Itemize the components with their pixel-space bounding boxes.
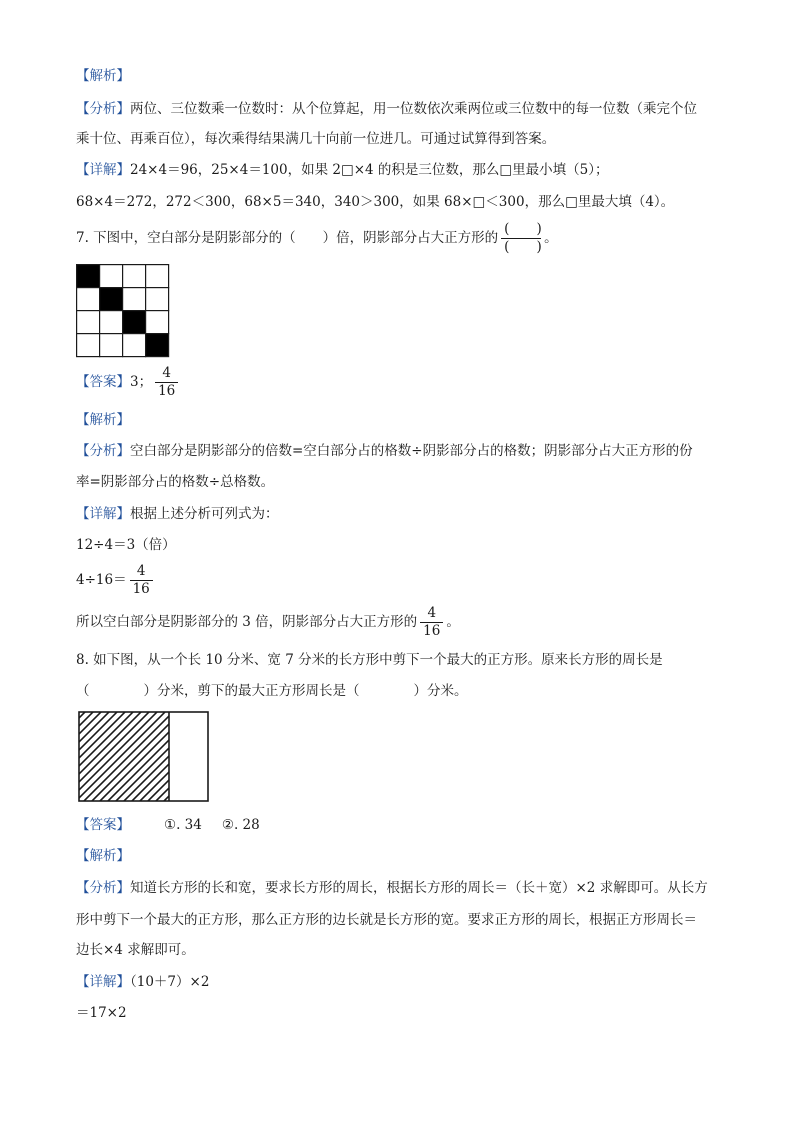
calc-text: 12÷4＝3（倍） bbox=[76, 537, 176, 553]
fenxi-text: 两位、三位数乘一位数时：从个位算起，用一位数依次乘两位或三位数中的每一位数（乘完个位 bbox=[130, 101, 697, 117]
conclusion-fraction bbox=[420, 606, 443, 639]
grid-cell bbox=[77, 334, 100, 357]
answer-text: 3； bbox=[130, 374, 153, 390]
fraction-numerator: 4 bbox=[136, 563, 146, 579]
calc-text: ＝17×2 bbox=[76, 1005, 127, 1021]
calc-text: （10＋7）×2 bbox=[130, 974, 210, 990]
jiexi-heading-3 bbox=[76, 846, 130, 866]
answer-tag: 【答案】 bbox=[76, 374, 130, 390]
xiangjie-text: 68×4＝272，272＜300，68×5＝340，340＞300，如果 68×□＜300，那么□里最大填（4）。 bbox=[76, 194, 675, 210]
xiangjie-tag: 【详解】 bbox=[76, 162, 130, 178]
grid-figure bbox=[76, 264, 172, 358]
blank-fraction bbox=[501, 222, 541, 255]
blank-denominator: ( ) bbox=[501, 238, 541, 255]
xiangjie-line-2 bbox=[76, 192, 674, 212]
q7-calc-2 bbox=[76, 560, 156, 600]
jiexi-heading-2 bbox=[76, 410, 130, 430]
conclusion-text: 所以空白部分是阴影部分的 3 倍，阴影部分占大正方形的 bbox=[76, 614, 418, 630]
fenxi-line-1 bbox=[76, 99, 697, 119]
grid-cell bbox=[146, 288, 169, 311]
fraction-denominator: 16 bbox=[420, 622, 443, 639]
conclusion-period: 。 bbox=[446, 614, 460, 630]
jiexi-tag: 【解析】 bbox=[76, 848, 130, 864]
fenxi-text: 乘十位、再乘百位），每次乘得结果满几十向前一位进几。可通过试算得到答案。 bbox=[76, 131, 556, 147]
grid-cell bbox=[100, 288, 123, 311]
answer-tag: 【答案】 bbox=[76, 817, 130, 833]
fenxi-text: 空白部分是阴影部分的倍数=空白部分占的格数÷阴影部分占的格数；阴影部分占大正方形的份 bbox=[130, 443, 693, 459]
q7-text: 7. 下图中，空白部分是阴影部分的（ ）倍，阴影部分占大正方形的 bbox=[76, 230, 499, 246]
fenxi-text: 率=阴影部分占的格数÷总格数。 bbox=[76, 474, 275, 490]
xiangjie-line-1 bbox=[76, 160, 609, 180]
answer-item-1: ①. 34 bbox=[164, 817, 202, 833]
fenxi-text: 知道长方形的长和宽，要求长方形的周长，根据长方形的周长＝（长＋宽）×2 求解即可。从长方 bbox=[130, 880, 708, 896]
q8-fenxi-line-2 bbox=[76, 910, 697, 930]
jiexi-heading-1 bbox=[76, 66, 130, 86]
q8-fenxi-line-1 bbox=[76, 878, 708, 898]
xiangjie-tag: 【详解】 bbox=[76, 974, 130, 990]
grid-cell bbox=[146, 265, 169, 288]
fenxi-tag: 【分析】 bbox=[76, 443, 130, 459]
q7-fenxi-line-1 bbox=[76, 441, 693, 461]
q7-xiangjie-line bbox=[76, 504, 279, 524]
grid-cell bbox=[146, 334, 169, 357]
blank-numerator: ( ) bbox=[504, 221, 542, 237]
grid-cell bbox=[146, 311, 169, 334]
q7-calc-1 bbox=[76, 535, 176, 555]
fenxi-tag: 【分析】 bbox=[76, 880, 130, 896]
fraction-numerator: 4 bbox=[427, 605, 437, 621]
calc-text: 4÷16＝ bbox=[76, 572, 127, 588]
q7-conclusion bbox=[76, 602, 460, 642]
xiangjie-text: 24×4＝96，25×4＝100，如果 2□×4 的积是三位数，那么□里最小填（5）； bbox=[130, 162, 609, 178]
grid-cell bbox=[77, 265, 100, 288]
grid-cell bbox=[77, 288, 100, 311]
q8-calc-2 bbox=[76, 1003, 127, 1023]
question-8-line-1 bbox=[76, 650, 663, 670]
grid-cell bbox=[123, 334, 146, 357]
q8-fenxi-line-3 bbox=[76, 940, 195, 960]
grid-cell bbox=[100, 334, 123, 357]
q7-period: 。 bbox=[544, 230, 558, 246]
answer-fraction bbox=[155, 366, 178, 399]
q8-xiangjie-line bbox=[76, 972, 209, 992]
calc-fraction bbox=[130, 564, 153, 597]
xiangjie-text: 根据上述分析可列式为： bbox=[130, 506, 279, 522]
grid-cell bbox=[123, 311, 146, 334]
fenxi-text: 边长×4 求解即可。 bbox=[76, 942, 195, 958]
jiexi-tag: 【解析】 bbox=[76, 68, 130, 84]
grid-cell bbox=[77, 311, 100, 334]
fraction-numerator: 4 bbox=[162, 365, 171, 381]
question-7 bbox=[76, 222, 558, 255]
fenxi-text: 形中剪下一个最大的正方形，那么正方形的边长就是长方形的宽。要求正方形的周长，根据正方形周长＝ bbox=[76, 912, 697, 928]
q8-answer bbox=[76, 815, 260, 835]
fraction-denominator: 16 bbox=[155, 382, 178, 399]
q7-fenxi-line-2 bbox=[76, 472, 274, 492]
grid-cell bbox=[100, 311, 123, 334]
rectangle-figure bbox=[78, 711, 212, 803]
q7-answer bbox=[76, 362, 181, 402]
answer-item-2: ②. 28 bbox=[221, 817, 260, 833]
q8-text: 8. 如下图，从一个长 10 分米、宽 7 分米的长方形中剪下一个最大的正方形。原来长方形的周长是 bbox=[76, 652, 663, 668]
grid-cell bbox=[123, 288, 146, 311]
xiangjie-tag: 【详解】 bbox=[76, 506, 130, 522]
hatched-square bbox=[0, 711, 254, 801]
fenxi-tag: 【分析】 bbox=[76, 101, 130, 117]
q8-text: （ ）分米，剪下的最大正方形周长是（ ）分米。 bbox=[76, 683, 468, 699]
fraction-denominator: 16 bbox=[130, 580, 153, 597]
jiexi-tag: 【解析】 bbox=[76, 412, 130, 428]
fenxi-line-2 bbox=[76, 129, 555, 149]
question-8-line-2 bbox=[76, 681, 468, 701]
grid-cell bbox=[100, 265, 123, 288]
grid-cell bbox=[123, 265, 146, 288]
